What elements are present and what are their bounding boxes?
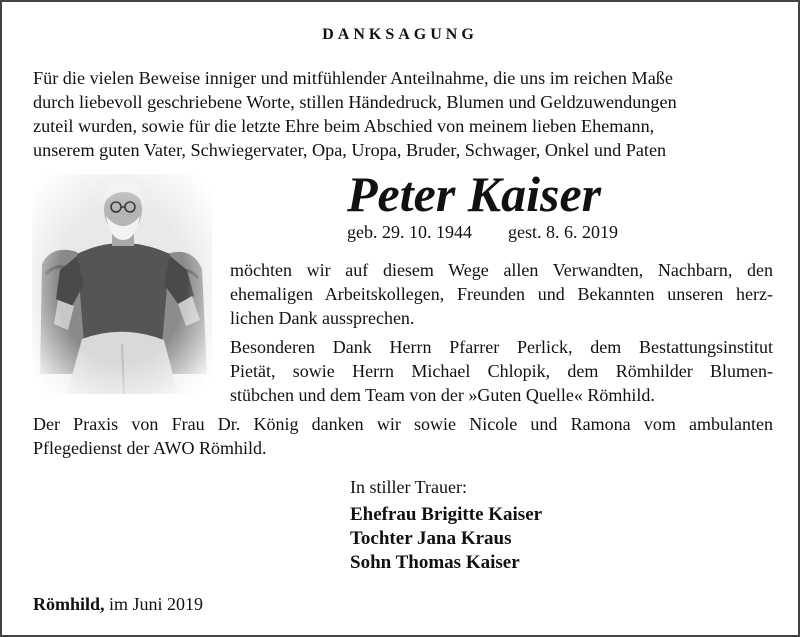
intro-line: unserem guten Vater, Schwiegervater, Opa, Uropa, Bruder, Schwager, Onkel und Paten xyxy=(33,140,667,160)
practice-thanks-line: Der Praxis von Frau Dr. König danken wir sowie Nicole und Ramona vom ambulanten xyxy=(33,414,773,434)
footer xyxy=(33,594,203,615)
mourner-daughter: Tochter Jana Kraus xyxy=(350,528,512,549)
mourning-label: In stiller Trauer: xyxy=(350,477,467,497)
thanks-paragraph xyxy=(230,258,773,330)
special-thanks-paragraph xyxy=(230,335,773,407)
footer-date: im Juni 2019 xyxy=(109,594,204,614)
intro-paragraph xyxy=(33,66,773,162)
footer-place: Römhild, xyxy=(33,594,105,614)
death-date: gest. 8. 6. 2019 xyxy=(508,222,618,242)
special-thanks-line: Besonderen Dank Herrn Pfarrer Perlick, dem Bestattungsinstitut xyxy=(230,337,773,357)
intro-line: zuteil wurden, sowie für die letzte Ehre beim Abschied von meinem lieben Ehemann, xyxy=(33,116,655,136)
mourner-son: Sohn Thomas Kaiser xyxy=(350,552,520,573)
special-thanks-line: stübchen und dem Team von der »Guten Quelle« Römhild. xyxy=(230,385,655,405)
intro-line: durch liebevoll geschriebene Worte, stillen Händedruck, Blumen und Geldzuwendungen xyxy=(33,92,677,112)
intro-line: Für die vielen Beweise inniger und mitfühlender Anteilnahme, die uns im reichen Maße xyxy=(33,68,673,88)
heading: DANKSAGUNG xyxy=(322,26,478,43)
thanks-line: möchten wir auf diesem Wege allen Verwandten, Nachbarn, den xyxy=(230,260,773,280)
practice-thanks-paragraph xyxy=(33,412,773,460)
thanks-line: lichen Dank aussprechen. xyxy=(230,308,415,328)
deceased-name: Peter Kaiser xyxy=(347,166,602,222)
birth-date: geb. 29. 10. 1944 xyxy=(347,222,472,242)
thanks-line: ehemaligen Arbeitskollegen, Freunden und Bekannten unseren herz- xyxy=(230,284,773,304)
practice-thanks-line: Pflegedienst der AWO Römhild. xyxy=(33,438,267,458)
mourner-wife: Ehefrau Brigitte Kaiser xyxy=(350,504,543,525)
special-thanks-line: Pietät, sowie Herrn Michael Chlopik, dem Römhilder Blumen- xyxy=(230,361,773,381)
deceased-photo xyxy=(32,174,212,394)
mourners-list xyxy=(350,503,542,575)
life-dates xyxy=(347,222,618,243)
